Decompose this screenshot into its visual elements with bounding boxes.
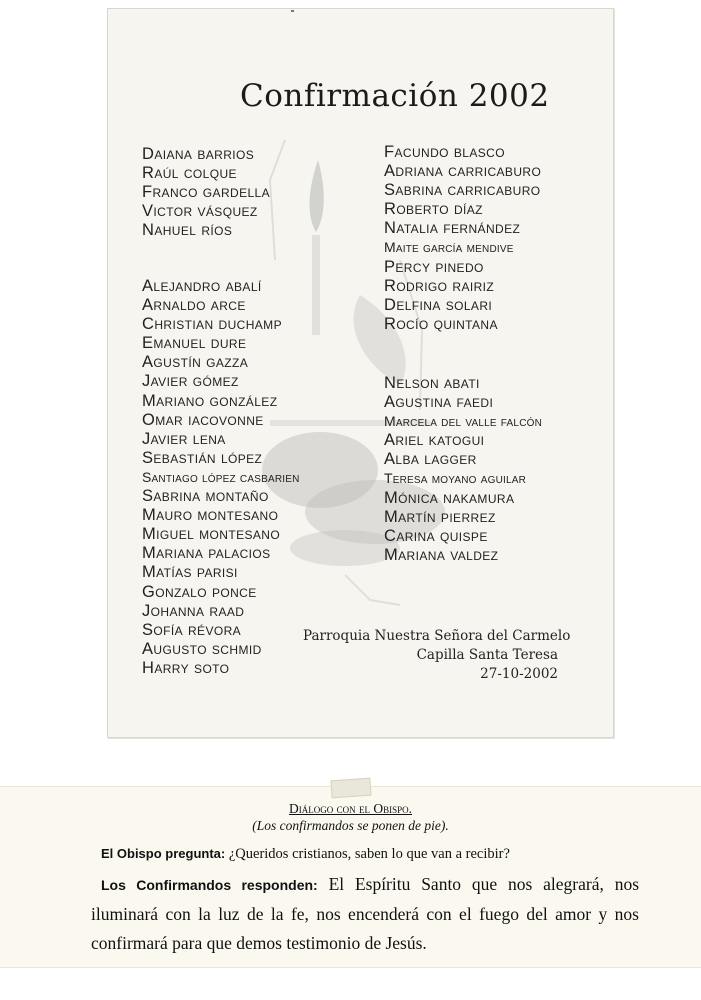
list-item: Percy pinedo — [384, 257, 484, 276]
list-item: Javier lena — [142, 429, 226, 448]
list-item: Miguel montesano — [142, 525, 281, 544]
list-item: Alejandro abalí — [142, 277, 262, 295]
list-item: Arnaldo arce — [142, 296, 246, 315]
list-item: Mónica nakamura — [384, 488, 515, 507]
chapel-name: Capilla Santa Teresa — [416, 647, 558, 663]
list-item: Augusto schmid — [142, 639, 262, 658]
scan-speck — [291, 10, 294, 12]
list-item: Delfina solari — [384, 295, 493, 314]
list-item: Gonzalo ponce — [142, 582, 257, 601]
tape-piece — [330, 778, 371, 799]
names-column-1-top — [142, 145, 270, 240]
names-column-2-bottom — [384, 374, 542, 565]
list-item: Sabrina montaño — [142, 487, 269, 506]
list-item: Sofía révora — [142, 620, 242, 639]
card-title: Confirmación 2002 — [240, 78, 550, 114]
list-item: Harry soto — [142, 658, 230, 677]
list-item: Agustín gazza — [142, 353, 249, 372]
list-item: Carina quispe — [384, 526, 488, 545]
list-item: Mauro montesano — [142, 506, 279, 525]
dialog-title: Diálogo con el Obispo. — [289, 801, 412, 816]
answer-text: El Espíritu Santo que nos alegrará, nos iluminará con la luz de la fe, nos encenderá con el fuego del amor y nos confirmará para que demos testimonio de Jesús. — [91, 874, 640, 953]
names-column-1-bottom — [142, 277, 300, 678]
bishop-question — [101, 846, 661, 863]
list-item: Rocío quintana — [384, 314, 498, 333]
parish-info — [303, 627, 571, 684]
list-item: Roberto díaz — [384, 200, 483, 219]
parish-name: Parroquia Nuestra Señora del Carmelo — [303, 628, 571, 644]
list-item: Marcela del valle falcón — [384, 413, 543, 430]
list-item: Alba lagger — [384, 450, 477, 469]
answer-speaker: Los Confirmandos responden: — [101, 877, 318, 893]
ceremony-date: 27-10-2002 — [480, 666, 558, 682]
list-item: Teresa moyano aguilar — [384, 470, 527, 487]
list-item: Adriana carricaburo — [384, 162, 542, 181]
list-item: Christian duchamp — [142, 315, 282, 334]
list-item: Victor vásquez — [142, 202, 258, 221]
list-item: Mariano gonzález — [142, 391, 278, 410]
list-item: Facundo blasco — [384, 143, 505, 161]
list-item: Ariel katogui — [384, 431, 485, 450]
list-item: Maite garcía mendive — [384, 239, 514, 256]
list-item: Agustina faedi — [384, 393, 494, 412]
list-item: Rodrigo rairiz — [384, 276, 495, 295]
names-column-2-top — [384, 143, 541, 334]
list-item: Daiana barrios — [142, 145, 255, 163]
list-item: Nelson abati — [384, 374, 480, 392]
list-item: Sabrina carricaburo — [384, 181, 541, 200]
list-item: Franco gardella — [142, 183, 271, 202]
dialog-subtitle: (Los confirmandos se ponen de pie). — [252, 818, 449, 833]
list-item: Natalia fernández — [384, 219, 521, 238]
list-item: Nahuel ríos — [142, 221, 233, 240]
question-speaker: El Obispo pregunta: — [101, 846, 226, 861]
list-item: Mariana valdez — [384, 545, 499, 564]
list-item: Raúl colque — [142, 164, 237, 183]
list-item: Matías parisi — [142, 563, 238, 582]
question-text: ¿Queridos cristianos, saben lo que van a recibir? — [228, 846, 510, 862]
list-item: Omar iacovonne — [142, 410, 264, 429]
list-item: Sebastián lópez — [142, 448, 263, 467]
list-item: Mariana palacios — [142, 544, 271, 563]
list-item: Martín pierrez — [384, 507, 496, 526]
list-item: Emanuel dure — [142, 334, 247, 353]
list-item: Johanna raad — [142, 601, 245, 620]
list-item: Javier gómez — [142, 372, 239, 391]
confirmands-answer — [91, 870, 639, 958]
list-item: Santiago lópez casbarien — [142, 468, 300, 485]
